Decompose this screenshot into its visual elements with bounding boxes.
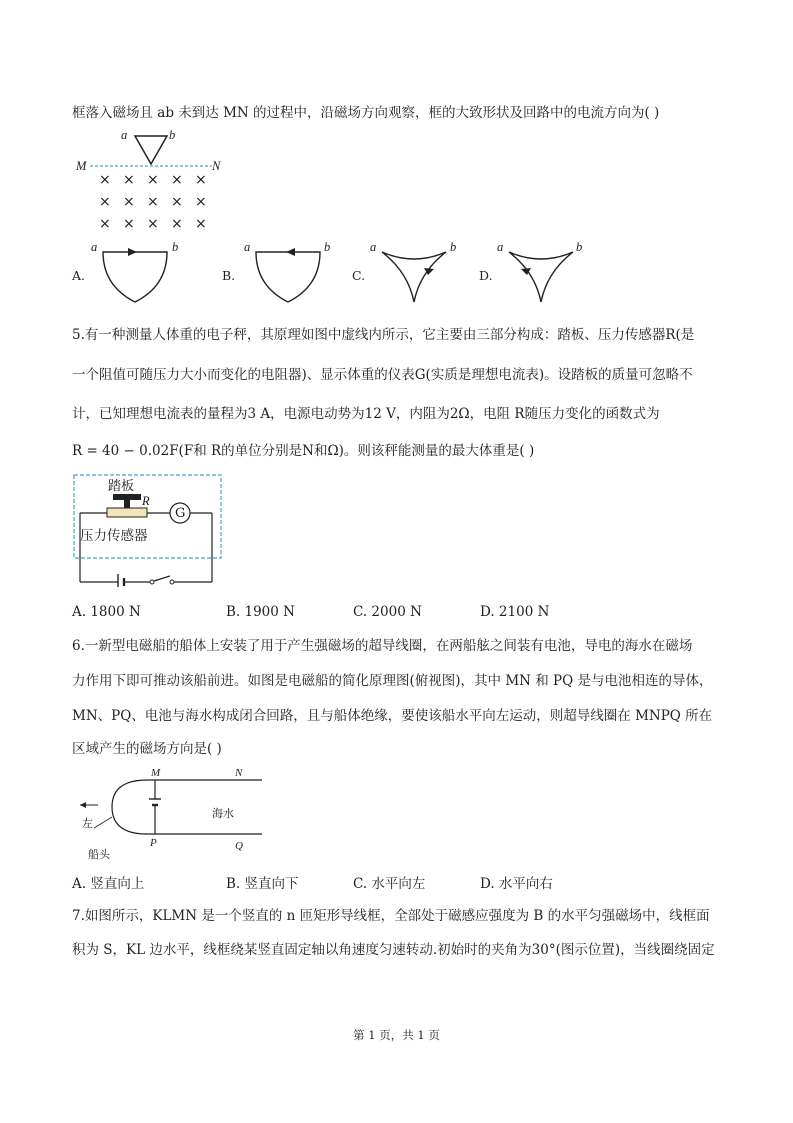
q6-line-4: 区域产生的磁场方向是( ) [72,741,222,757]
svg-text:×: × [195,172,207,188]
svg-text:×: × [147,194,159,210]
svg-text:×: × [195,194,207,210]
page-footer: 第 1 页，共 1 页 [353,1028,440,1042]
q6-label-P: P [150,837,157,849]
q6-label-Q: Q [235,840,243,852]
svg-text:×: × [99,172,111,188]
svg-text:×: × [147,172,159,188]
q7-line-1: 7.如图所示，KLMN 是一个竖直的 n 匝矩形导线框，全部处于磁感应强度为 B 的水平匀强磁场中，线框面 [72,908,710,924]
q6-option-b: B. 竖直向下 [226,876,299,892]
q4-option-d: D. [479,268,493,283]
q5-G-meter-label: G [175,506,186,521]
q4-option-d-loop [501,244,581,306]
q5-option-b: B. 1900 N [226,604,295,620]
svg-text:×: × [171,172,183,188]
q5-line-3: 计，已知理想电流表的量程为3 A，电源电动势为12 V，内阻为2Ω，电阻 R随压力变化的函数式为 [72,406,660,422]
q4-label-a: a [121,128,128,142]
svg-text:×: × [123,216,135,231]
q6-left-label: 左 [82,817,93,830]
q4-option-b-loop [248,244,328,306]
q4-option-b: B. [222,268,236,283]
q4-label-N: N [212,159,221,173]
q6-seawater-label: 海水 [212,807,234,820]
q4-option-c-loop [374,244,454,306]
q4-magnetic-field-figure [72,126,232,231]
svg-text:×: × [99,216,111,231]
q4-opt-c-label-a: a [370,240,377,254]
svg-text:×: × [195,216,207,231]
q5-pedal-label: 踏板 [108,479,135,494]
q4-option-a: A. [72,268,86,283]
svg-text:×: × [171,216,183,231]
q5-line-4: R = 40 − 0.02F(F和 R的单位分别是N和Ω)。则该秤能测量的最大体重是( ) [72,443,535,459]
q5-option-a: A. 1800 N [72,604,141,620]
q4-opt-a-label-a: a [91,240,98,254]
q6-bow-label: 船头 [88,848,110,861]
svg-text:×: × [123,172,135,188]
q7-line-2: 积为 S，KL 边水平，线框绕某竖直固定轴以角速度匀速转动.初始时的夹角为30°(图示位置)，当线圈绕固定 [72,942,715,958]
q5-sensor-label: 压力传感器 [80,528,148,544]
q6-line-2: 力作用下即可推动该船前进。如图是电磁船的简化原理图(俯视图)，其中 MN 和 PQ 是与电池相连的导体， [72,673,713,689]
q6-option-a: A. 竖直向上 [72,876,145,892]
q5-option-c: C. 2000 N [353,604,422,620]
q6-label-M: M [151,767,161,779]
svg-text:×: × [123,194,135,210]
q4-opt-d-label-b: b [576,240,583,254]
q5-R-label: R [142,494,150,508]
q6-option-d: D. 水平向右 [480,876,553,892]
q4-label-M: M [76,159,87,173]
q5-line-2: 一个阻值可随压力大小而变化的电阻器)、显示体重的仪表G(实质是理想电流表)。设踏板的质量可忽略不 [72,367,693,383]
q6-option-c: C. 水平向左 [353,876,426,892]
q4-label-b: b [169,128,176,142]
q6-line-1: 6.一新型电磁船的船体上安装了用于产生强磁场的超导线圈，在两船舷之间装有电池，导电的海水在磁场 [72,638,693,654]
q4-opt-c-label-b: b [450,240,457,254]
svg-text:×: × [99,194,111,210]
q4-stem: 框落入磁场且 ab 未到达 MN 的过程中，沿磁场方向观察，框的大致形状及回路中的电流方向为( ) [72,105,660,121]
svg-text:×: × [171,194,183,210]
svg-text:×: × [147,216,159,231]
q6-label-N: N [235,767,243,779]
q6-line-3: MN、PQ、电池与海水构成闭合回路，且与船体绝缘，要使该船水平向左运动，则超导线圈在 MNPQ 所在 [72,708,713,724]
q4-option-a-loop [95,244,175,306]
q5-line-1: 5.有一种测量人体重的电子秤，其原理如图中虚线内所示，它主要由三部分构成：踏板、压力传感器R(是 [72,327,695,343]
q5-option-d: D. 2100 N [480,604,550,620]
q4-opt-d-label-a: a [497,240,504,254]
q4-opt-b-label-a: a [244,240,251,254]
q4-option-c: C. [352,268,366,283]
q4-opt-b-label-b: b [324,240,331,254]
q4-opt-a-label-b: b [172,240,179,254]
